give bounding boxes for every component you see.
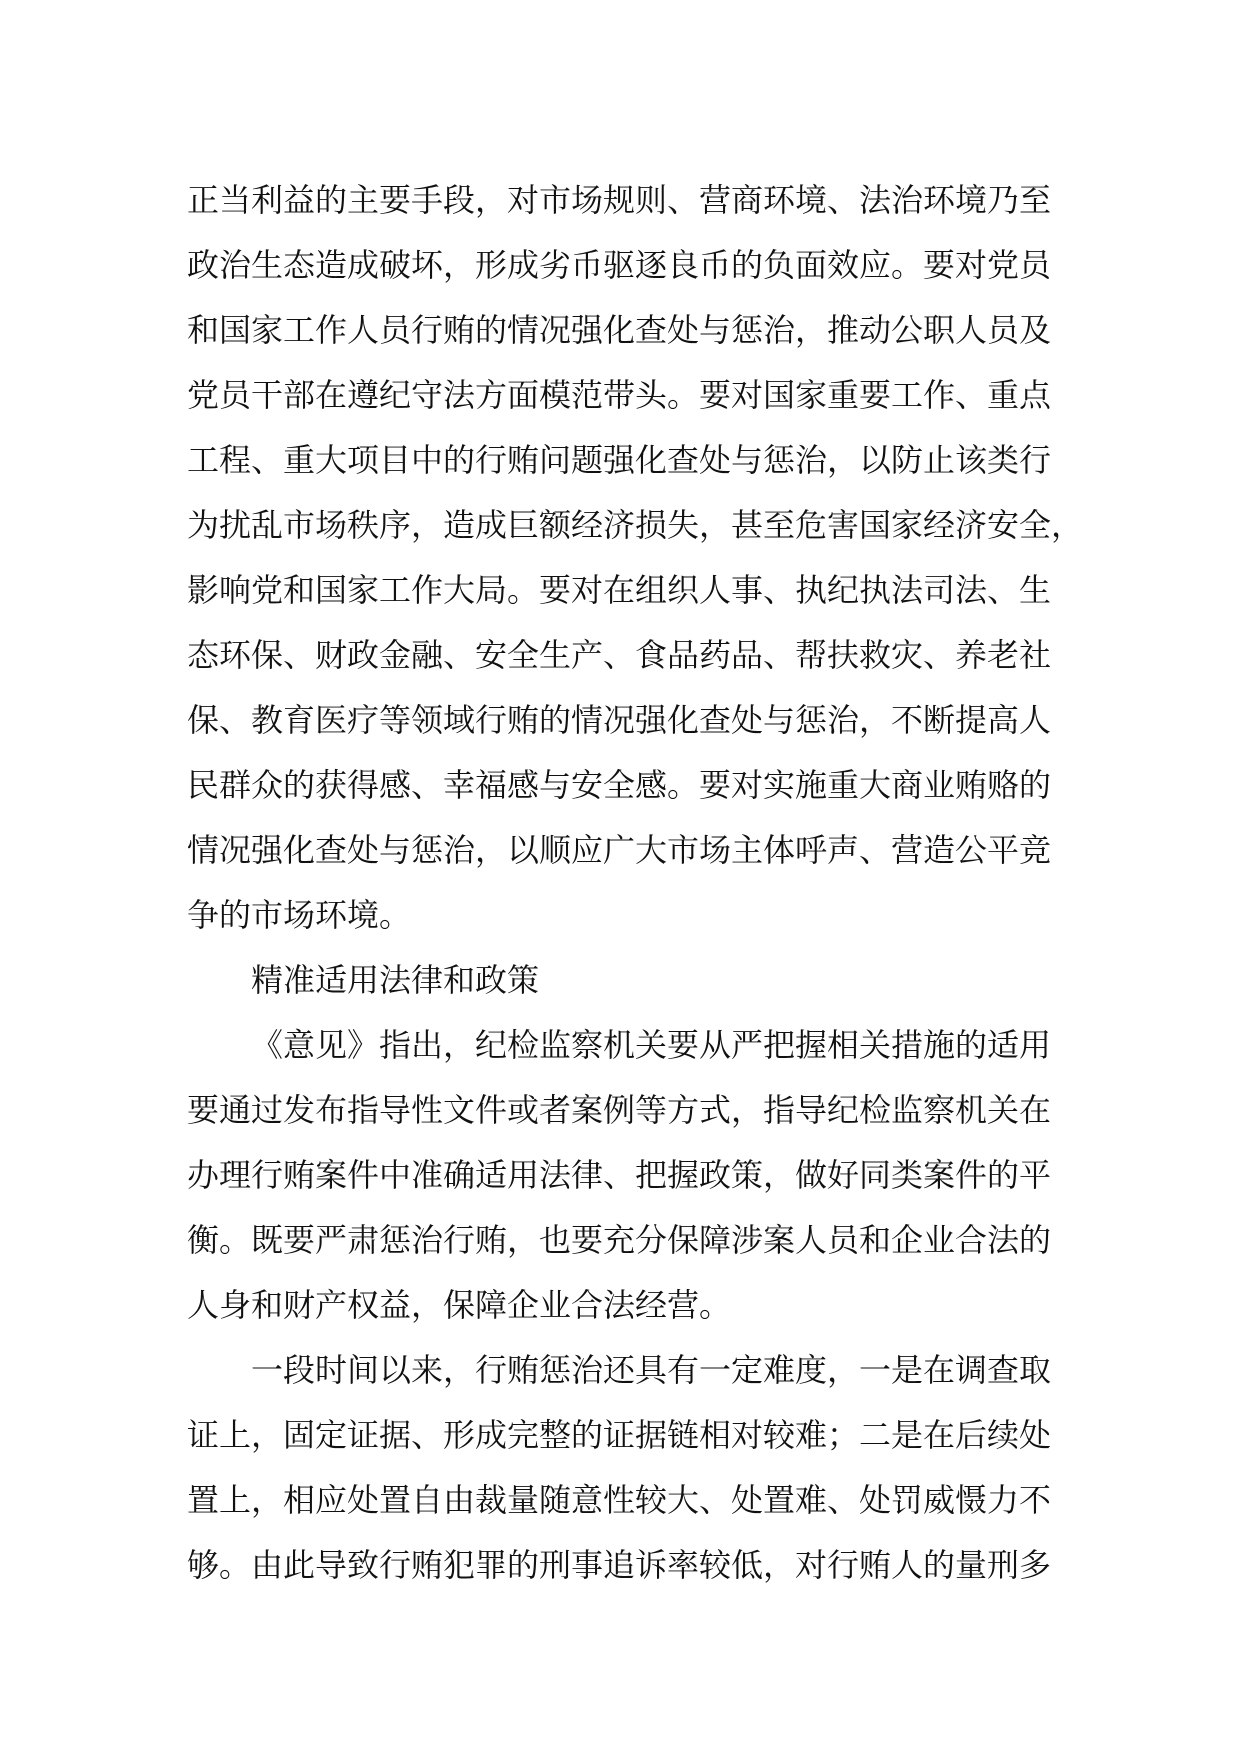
text-line: 工程、重大项目中的行贿问题强化查处与惩治，以防止该类行 [187, 441, 1052, 479]
text-line: 民群众的获得感、幸福感与安全感。要对实施重大商业贿赂的 [187, 766, 1052, 804]
text-line: 影响党和国家工作大局。要对在组织人事、执纪执法司法、生 [187, 571, 1052, 609]
text-line: 党员干部在遵纪守法方面模范带头。要对国家重要工作、重点 [187, 376, 1052, 414]
text-line: 政治生态造成破坏，形成劣币驱逐良币的负面效应。要对党员 [187, 246, 1052, 284]
text-line: 《意见》指出，纪检监察机关要从严把握相关措施的适用 [251, 1026, 1052, 1064]
body-text [187, 168, 1087, 1598]
text-line: 争的市场环境。 [187, 896, 412, 934]
text-line: 够。由此导致行贿犯罪的刑事追诉率较低，对行贿人的量刑多 [187, 1546, 1052, 1584]
text-line: 证上，固定证据、形成完整的证据链相对较难；二是在后续处 [187, 1416, 1052, 1454]
text-line: 保、教育医疗等领域行贿的情况强化查处与惩治，不断提高人 [187, 701, 1052, 739]
text-line: 办理行贿案件中准确适用法律、把握政策，做好同类案件的平 [187, 1156, 1052, 1194]
text-line: 为扰乱市场秩序，造成巨额经济损失，甚至危害国家经济安全， [187, 506, 1084, 544]
text-line: 衡。既要严肃惩治行贿，也要充分保障涉案人员和企业合法的 [187, 1221, 1052, 1259]
text-line: 置上，相应处置自由裁量随意性较大、处置难、处罚威慑力不 [187, 1481, 1052, 1519]
text-line: 人身和财产权益，保障企业合法经营。 [187, 1286, 732, 1324]
text-line: 和国家工作人员行贿的情况强化查处与惩治，推动公职人员及 [187, 311, 1052, 349]
text-line: 一段时间以来，行贿惩治还具有一定难度，一是在调查取 [251, 1351, 1052, 1389]
text-line: 要通过发布指导性文件或者案例等方式，指导纪检监察机关在 [187, 1091, 1052, 1129]
text-line: 情况强化查处与惩治，以顺应广大市场主体呼声、营造公平竞 [187, 831, 1052, 869]
section-heading: 精准适用法律和政策 [251, 961, 540, 999]
text-line: 正当利益的主要手段，对市场规则、营商环境、法治环境乃至 [187, 181, 1052, 219]
text-line: 态环保、财政金融、安全生产、食品药品、帮扶救灾、养老社 [187, 636, 1052, 674]
